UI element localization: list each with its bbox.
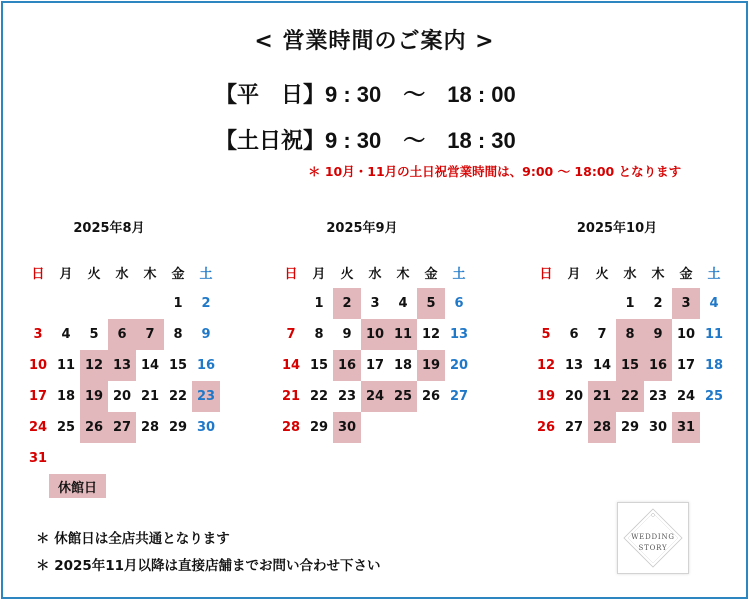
page-title: < 営業時間のご案内 >: [254, 29, 495, 54]
weekday-hours-value: 9 : 30 ～ 18 : 00: [325, 82, 516, 107]
calendar-day: 21: [281, 389, 301, 404]
empty-cell: [560, 288, 588, 319]
calendar-day: 25: [704, 389, 724, 404]
weekday-header: 木: [143, 267, 157, 282]
weekend-hours-value: 9 : 30 ～ 18 : 30: [325, 128, 516, 153]
calendar-day: 26: [421, 389, 441, 404]
calendar-day-closed: 26: [80, 412, 108, 443]
calendar-title: 2025年9月: [326, 221, 398, 236]
calendar-day: 21: [140, 389, 160, 404]
calendar-day: 23: [337, 389, 357, 404]
calendar-day-closed: 3: [672, 288, 700, 319]
weekday-hours: [215, 78, 516, 109]
empty-cell: [277, 288, 305, 319]
logo-text-line2: STORY: [638, 544, 668, 552]
calendar-day-closed: 21: [588, 381, 616, 412]
calendar-day-closed: 5: [417, 288, 445, 319]
calendar-day: 6: [569, 327, 579, 342]
calendar-day: 17: [28, 389, 48, 404]
calendar-day: 29: [168, 420, 188, 435]
calendar-day-closed: 31: [672, 412, 700, 443]
calendar-day: 12: [536, 358, 556, 373]
calendar-day: 28: [281, 420, 301, 435]
calendar-day-closed: 30: [333, 412, 361, 443]
weekday-header: 火: [595, 267, 609, 282]
calendar-day: 1: [314, 296, 324, 311]
calendar-day-closed: 27: [108, 412, 136, 443]
calendar-day: 27: [449, 389, 469, 404]
calendar-day-closed: 19: [80, 381, 108, 412]
calendar-day: 9: [201, 327, 211, 342]
weekday-hours-label: 【平 日】: [215, 83, 326, 108]
calendar-day-closed: 24: [361, 381, 389, 412]
calendar-day: 24: [28, 420, 48, 435]
calendar-day: 9: [342, 327, 352, 342]
note-contact: ＊ 2025年11月以降は直接店舗までお問い合わせ下さい: [36, 558, 381, 574]
calendar-day: 4: [398, 296, 408, 311]
calendar-day: 10: [676, 327, 696, 342]
calendar-day: 14: [592, 358, 612, 373]
weekday-header: 火: [340, 267, 354, 282]
calendar-day: 14: [281, 358, 301, 373]
calendar-day-closed: 23: [192, 381, 220, 412]
calendar-day: 6: [454, 296, 464, 311]
calendar-day: 22: [168, 389, 188, 404]
calendar-day: 11: [704, 327, 724, 342]
calendar-day-closed: 8: [616, 319, 644, 350]
calendar-day: 11: [56, 358, 76, 373]
calendar-day: 3: [33, 327, 43, 342]
calendar-day: 24: [676, 389, 696, 404]
weekday-header: 水: [115, 267, 129, 282]
calendar-day: 30: [648, 420, 668, 435]
empty-cell: [24, 288, 52, 319]
weekend-hours-label: 【土日祝】: [215, 129, 326, 154]
weekday-header: 金: [171, 267, 185, 282]
calendar-day-closed: 25: [389, 381, 417, 412]
weekday-header: 日: [31, 267, 45, 282]
calendar-grid: [24, 257, 220, 474]
calendar-day: 2: [653, 296, 663, 311]
holiday-hours-note: ＊ 10月・11月の土日祝営業時間は、9:00 ～ 18:00 となります: [308, 164, 682, 179]
calendar-day: 29: [309, 420, 329, 435]
calendar-day: 18: [393, 358, 413, 373]
weekday-header: 土: [199, 267, 213, 282]
calendar-day: 20: [112, 389, 132, 404]
calendar-grid: [532, 257, 728, 443]
calendar-day: 15: [168, 358, 188, 373]
calendar-day: 10: [28, 358, 48, 373]
weekend-hours: [215, 124, 516, 155]
weekday-header: 土: [707, 267, 721, 282]
calendar-day-closed: 12: [80, 350, 108, 381]
calendar-day: 5: [541, 327, 551, 342]
calendar-day: 2: [201, 296, 211, 311]
calendar-title: 2025年8月: [73, 221, 145, 236]
calendar-day-closed: 13: [108, 350, 136, 381]
calendar-day: 20: [449, 358, 469, 373]
calendar-day: 7: [597, 327, 607, 342]
calendar-day: 27: [564, 420, 584, 435]
empty-cell: [136, 288, 164, 319]
weekday-header: 木: [651, 267, 665, 282]
wedding-story-logo: [617, 502, 689, 574]
calendar-day: 26: [536, 420, 556, 435]
empty-cell: [532, 288, 560, 319]
weekday-header: 水: [623, 267, 637, 282]
calendar-day-closed: 2: [333, 288, 361, 319]
calendar-day: 23: [648, 389, 668, 404]
weekday-header: 日: [539, 267, 553, 282]
weekday-header: 金: [424, 267, 438, 282]
calendar-day-closed: 9: [644, 319, 672, 350]
calendar-day: 14: [140, 358, 160, 373]
calendar-day: 17: [676, 358, 696, 373]
empty-cell: [108, 288, 136, 319]
calendar-day: 31: [28, 451, 48, 466]
weekday-header: 月: [312, 267, 326, 282]
calendar-day: 17: [365, 358, 385, 373]
calendar-day-closed: 15: [616, 350, 644, 381]
calendar-day: 18: [56, 389, 76, 404]
calendar-day: 5: [89, 327, 99, 342]
empty-cell: [80, 288, 108, 319]
weekday-header: 火: [87, 267, 101, 282]
calendar-day: 28: [140, 420, 160, 435]
calendar-day: 8: [173, 327, 183, 342]
calendar-day: 15: [309, 358, 329, 373]
calendar-day: 4: [61, 327, 71, 342]
calendar-day: 20: [564, 389, 584, 404]
calendar-day: 3: [370, 296, 380, 311]
weekday-header: 月: [567, 267, 581, 282]
calendar-day: 1: [625, 296, 635, 311]
calendar-day-closed: 6: [108, 319, 136, 350]
weekday-header: 月: [59, 267, 73, 282]
calendar-grid: [277, 257, 473, 443]
calendar-day: 4: [709, 296, 719, 311]
calendar-day: 30: [196, 420, 216, 435]
calendar-day: 12: [421, 327, 441, 342]
calendar-day: 7: [286, 327, 296, 342]
weekday-header: 水: [368, 267, 382, 282]
calendar-day: 16: [196, 358, 216, 373]
empty-cell: [52, 288, 80, 319]
calendar-day: 13: [564, 358, 584, 373]
calendar-day-closed: 10: [361, 319, 389, 350]
calendar-day-closed: 7: [136, 319, 164, 350]
calendar-day: 1: [173, 296, 183, 311]
weekday-header: 金: [679, 267, 693, 282]
calendar-day: 29: [620, 420, 640, 435]
weekday-header: 木: [396, 267, 410, 282]
calendar-day: 22: [309, 389, 329, 404]
calendar-day: 18: [704, 358, 724, 373]
calendar-day: 19: [536, 389, 556, 404]
empty-cell: [588, 288, 616, 319]
calendar-title: 2025年10月: [576, 221, 658, 236]
logo-text-line1: WEDDING: [631, 533, 675, 541]
calendar-day: 13: [449, 327, 469, 342]
note-closed-days: ＊ 休館日は全店共通となります: [36, 531, 230, 547]
calendar-day-closed: 16: [333, 350, 361, 381]
calendar-day: 8: [314, 327, 324, 342]
calendar-day-closed: 16: [644, 350, 672, 381]
calendar-day-closed: 28: [588, 412, 616, 443]
calendar-day-closed: 19: [417, 350, 445, 381]
calendar-day-closed: 11: [389, 319, 417, 350]
weekday-header: 土: [452, 267, 466, 282]
closed-day-legend: 休館日: [49, 474, 106, 498]
calendar-day: 25: [56, 420, 76, 435]
weekday-header: 日: [284, 267, 298, 282]
calendar-day-closed: 22: [616, 381, 644, 412]
